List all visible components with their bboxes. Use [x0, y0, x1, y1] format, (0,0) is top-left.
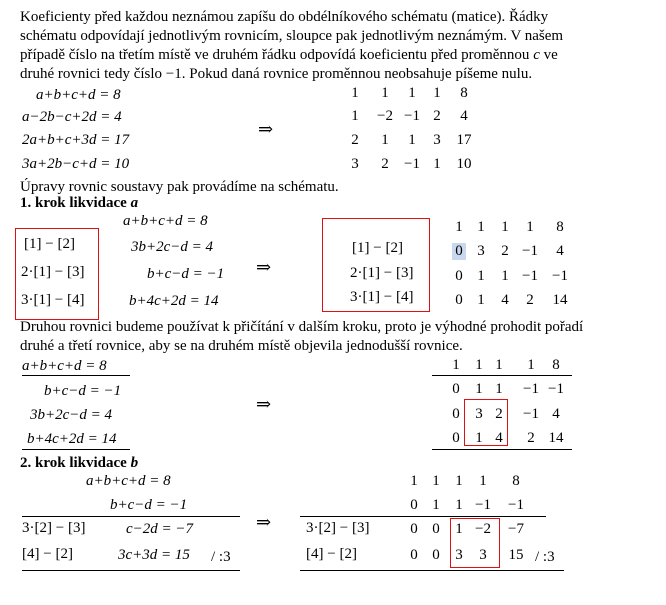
underline	[22, 516, 240, 517]
matrix-cell: 1	[475, 357, 483, 373]
matrix-cell: 1	[495, 381, 503, 397]
matrix-cell: 4	[552, 406, 560, 422]
matrix-cell: 0	[452, 406, 460, 422]
matrix-cell: 4	[556, 243, 564, 259]
equation: a+b+c+d = 8	[123, 213, 208, 229]
matrix-cell: 0	[455, 292, 463, 308]
implies-arrow: ⇒	[256, 394, 272, 414]
matrix-cell: 1	[527, 357, 535, 373]
matrix-cell: 1	[455, 219, 463, 235]
matrix-cell: −2	[377, 108, 393, 124]
matrix-cell: 0	[410, 497, 418, 513]
matrix-cell: 1	[477, 268, 485, 284]
matrix-cell: 3	[477, 243, 485, 259]
matrix-cell: 1	[475, 381, 483, 397]
matrix-cell: 0	[455, 268, 463, 284]
matrix-cell: 8	[512, 473, 520, 489]
matrix-cell: 2	[501, 243, 509, 259]
matrix-cell: −7	[508, 521, 524, 537]
equation: a−2b−c+2d = 4	[22, 109, 122, 125]
matrix-cell: 0	[432, 547, 440, 563]
matrix-cell: 1	[381, 132, 389, 148]
equation: b+4c+2d = 14	[129, 293, 219, 309]
matrix-cell: −1	[552, 268, 568, 284]
matrix-cell: 3	[479, 547, 487, 563]
matrix-cell: −1	[475, 497, 491, 513]
matrix-cell: 4	[501, 292, 509, 308]
row-operation: [4] − [2]	[22, 546, 73, 562]
underline	[22, 570, 240, 571]
equation: 3c+3d = 15	[118, 547, 190, 563]
matrix-cell: 1	[455, 497, 463, 513]
matrix-cell: 2	[351, 132, 359, 148]
matrix-cell: 0	[410, 547, 418, 563]
matrix-cell: 4	[460, 108, 468, 124]
matrix-cell: 0	[410, 521, 418, 537]
matrix-cell: 1	[455, 521, 463, 537]
underline	[432, 449, 572, 450]
equation: 3b+2c−d = 4	[131, 239, 214, 255]
middle-line: druhé a třetí rovnice, aby se na druhém místě objevila jednodušší rovnice.	[20, 338, 463, 354]
schema-text: Úpravy rovnic soustavy pak provádíme na schématu.	[20, 179, 339, 195]
matrix-cell: 1	[452, 357, 460, 373]
matrix-cell: −1	[522, 243, 538, 259]
matrix-cell: 0	[452, 381, 460, 397]
matrix-cell: 3	[351, 156, 359, 172]
matrix-cell: 0	[452, 430, 460, 446]
intro-line: schématu odpovídají jednotlivým rovnicím, sloupce pak jednotlivým neznámým. V našem	[20, 28, 564, 44]
matrix-cell: 10	[456, 156, 472, 172]
matrix-cell: 2	[527, 430, 535, 446]
row-operation: 3·[1] − [4]	[21, 292, 85, 308]
matrix-cell: −1	[404, 156, 420, 172]
underline	[300, 570, 564, 571]
underline	[22, 449, 130, 450]
matrix-cell: 3	[433, 132, 441, 148]
equation: b+c−d = −1	[44, 383, 122, 399]
matrix-cell: 2	[526, 292, 534, 308]
matrix-cell: 1	[410, 473, 418, 489]
row-operation: [1] − [2]	[24, 236, 75, 252]
matrix-cell: 2	[495, 406, 503, 422]
underline	[300, 516, 546, 517]
matrix-cell: 8	[552, 357, 560, 373]
matrix-cell-highlighted: 0	[452, 243, 466, 260]
equation: b+c−d = −1	[147, 266, 225, 282]
middle-paragraph	[20, 318, 620, 356]
row-operation: 2·[1] − [3]	[350, 265, 414, 281]
equation: a+b+c+d = 8	[86, 473, 171, 489]
implies-arrow: ⇒	[256, 257, 272, 277]
intro-line: druhé rovnici tedy číslo −1. Pokud daná rovnice proměnnou neobsahuje píšeme nulu.	[20, 66, 533, 82]
matrix-cell: 1	[455, 473, 463, 489]
matrix-cell: 15	[508, 547, 524, 563]
equation: 2a+b+c+3d = 17	[22, 132, 130, 148]
matrix-cell: 1	[501, 219, 509, 235]
step2-heading: 2. krok likvidace b	[20, 455, 139, 471]
matrix-cell: 8	[460, 85, 468, 101]
matrix-cell: 14	[548, 430, 564, 446]
matrix-cell: 0	[432, 521, 440, 537]
equation: a+b+c+d = 8	[22, 358, 107, 374]
matrix-cell: 4	[495, 430, 503, 446]
matrix-cell: 1	[432, 473, 440, 489]
matrix-cell: 1	[408, 85, 416, 101]
equation: a+b+c+d = 8	[36, 87, 121, 103]
underline	[432, 375, 572, 376]
matrix-cell: −1	[523, 381, 539, 397]
row-operation: [1] − [2]	[352, 240, 403, 256]
equation: 3b+2c−d = 4	[30, 407, 113, 423]
matrix-cell: 2	[433, 108, 441, 124]
matrix-cell: 3	[475, 406, 483, 422]
matrix-cell: −2	[475, 521, 491, 537]
matrix-cell: 2	[381, 156, 389, 172]
row-operation: 2·[1] − [3]	[21, 264, 85, 280]
matrix-cell: −1	[508, 497, 524, 513]
row-operation: 3·[1] − [4]	[350, 289, 414, 305]
divisor-note: / :3	[535, 549, 555, 565]
intro-line: Koeficienty před každou neznámou zapíšu do obdélníkového schématu (matice). Řádky	[20, 9, 549, 25]
row-operation: 3·[2] − [3]	[306, 520, 370, 536]
middle-line: Druhou rovnici budeme používat k přičítání v dalším kroku, proto je výhodné prohodit pořadí	[20, 319, 584, 335]
matrix-cell: 14	[552, 292, 568, 308]
step1-heading: 1. krok likvidace a	[20, 195, 139, 211]
matrix-cell: 3	[455, 547, 463, 563]
equation: b+4c+2d = 14	[27, 431, 117, 447]
row-operation: [4] − [2]	[306, 546, 357, 562]
matrix-cell: 17	[456, 132, 472, 148]
matrix-cell: −1	[523, 406, 539, 422]
row-operation: 3·[2] − [3]	[22, 520, 86, 536]
matrix-cell: 1	[479, 473, 487, 489]
matrix-cell: −1	[522, 268, 538, 284]
matrix-cell: 1	[477, 219, 485, 235]
matrix-cell: 1	[351, 85, 359, 101]
matrix-cell: 1	[526, 219, 534, 235]
intro-line: případě číslo na třetím místě ve druhém řádku odpovídá koeficientu před proměnnou c ve	[20, 47, 558, 63]
matrix-cell: 1	[477, 292, 485, 308]
matrix-cell: 1	[432, 497, 440, 513]
matrix-cell: 1	[475, 430, 483, 446]
equation: c−2d = −7	[126, 521, 194, 537]
divisor-note: / :3	[211, 549, 231, 565]
intro-paragraph	[20, 8, 620, 84]
equation: b+c−d = −1	[110, 497, 188, 513]
matrix-cell: 1	[408, 132, 416, 148]
matrix-cell: 8	[556, 219, 564, 235]
matrix-cell: −1	[548, 381, 564, 397]
matrix-cell: −1	[404, 108, 420, 124]
matrix-cell: 1	[495, 357, 503, 373]
matrix-cell: 1	[433, 156, 441, 172]
matrix-cell: 1	[381, 85, 389, 101]
implies-arrow: ⇒	[258, 119, 274, 139]
matrix-cell: 1	[433, 85, 441, 101]
matrix-cell: 1	[351, 108, 359, 124]
equation: 3a+2b−c+d = 10	[22, 156, 130, 172]
matrix-cell: 1	[501, 268, 509, 284]
implies-arrow: ⇒	[256, 512, 272, 532]
underline	[22, 375, 130, 376]
